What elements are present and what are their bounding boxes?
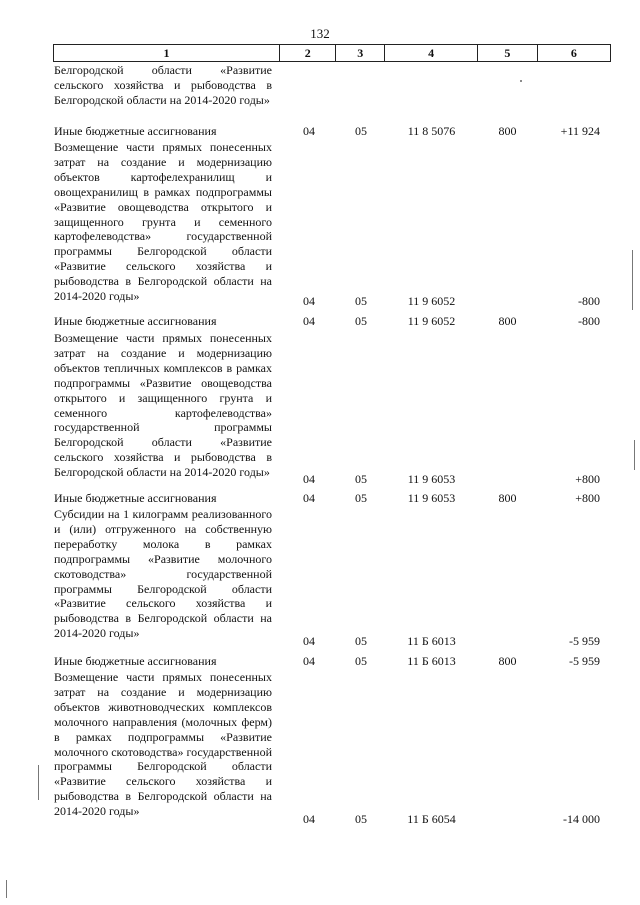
row-subsection: 05 [355,294,367,308]
row-section: 04 [303,634,315,648]
row-subsection: 05 [355,491,367,505]
row-target-item: 11 9 6053 [407,472,456,486]
row-description: Возмещение части прямых понесенных затрат на создание и модернизацию объектов животноводческих комплексов молочного направления (молочных ферм) в рамках подпрограммы «Развитие молочного скотоводства» государственной программы Белгородской области «Развитие сельского хозяйства и рыбоводства в Белгородской области на 2014-2020 годы» [54,670,272,819]
header-col-2: 2 [279,45,336,61]
row-amount: -800 [578,294,600,308]
row-target-item: 11 8 5076 [407,124,456,138]
row-subsection: 05 [355,654,367,668]
row-section: 04 [303,314,315,328]
row-description: Иные бюджетные ассигнования [54,491,217,505]
row-amount: -800 [578,314,600,328]
row-section: 04 [303,294,315,308]
row-description: Возмещение части прямых понесенных затрат на создание и модернизацию объектов картофелехранилищ и овощехранилищ в рамках подпрограммы «Развитие овощеводства открытого и защищенного грунта и семенного картофелеводства» государственной программы Белгородской области «Развитие сельского хозяйства и рыбоводства в Белгородской области на 2014-2020 годы» [54,140,272,304]
row-description: Иные бюджетные ассигнования [54,314,217,328]
header-col-6: 6 [537,45,610,61]
row-amount: +11 924 [560,124,600,138]
scan-speck [520,80,522,82]
row-subsection: 05 [355,472,367,486]
row-amount: +800 [575,472,600,486]
row-amount: -5 959 [569,634,600,648]
row-expense-type: 800 [498,124,517,138]
row-section: 04 [303,124,315,138]
row-description: Возмещение части прямых понесенных затрат на создание и модернизацию объектов тепличных комплексов в рамках подпрограммы «Развитие овощеводства открытого и защищенного грунта и семенного картофелеводства» государственной программы Белгородской области «Развитие сельского хозяйства и рыбоводства в Белгородской области на 2014-2020 годы» [54,331,272,480]
row-target-item: 11 Б 6013 [407,654,456,668]
row-target-item: 11 9 6052 [407,294,456,308]
scan-edge-mark [632,250,633,310]
header-col-3: 3 [335,45,384,61]
row-section: 04 [303,491,315,505]
header-col-4: 4 [384,45,477,61]
row-target-item: 11 9 6053 [407,491,456,505]
row-subsection: 05 [355,314,367,328]
row-amount: -14 000 [563,812,600,826]
row-subsection: 05 [355,634,367,648]
row-target-item: 11 Б 6013 [407,634,456,648]
row-description: Иные бюджетные ассигнования [54,124,217,138]
scan-margin-mark [6,880,7,898]
row-subsection: 05 [355,812,367,826]
row-target-item: 11 9 6052 [407,314,456,328]
scan-edge-mark [634,440,635,470]
row-amount: -5 959 [569,654,600,668]
page-number: 132 [310,26,330,41]
header-col-5: 5 [477,45,536,61]
row-description: Субсидии на 1 килограмм реализованного и (или) отгруженного на собственную переработку молока в рамках подпрограммы «Развитие молочного скотоводства» государственной программы Белгородской области «Развитие сельского хозяйства и рыбоводства в Белгородской области на 2014-2020 годы» [54,507,272,641]
row-subsection: 05 [355,124,367,138]
row-section: 04 [303,472,315,486]
row-target-item: 11 Б 6054 [407,812,456,826]
row-expense-type: 800 [498,491,517,505]
row-expense-type: 800 [498,314,517,328]
row-section: 04 [303,812,315,826]
row-section: 04 [303,654,315,668]
row-description: Иные бюджетные ассигнования [54,654,217,668]
row-amount: +800 [575,491,600,505]
row-expense-type: 800 [498,654,517,668]
scan-margin-mark [38,765,39,800]
header-col-1: 1 [163,45,170,60]
row-description: Белгородской области «Развитие сельского хозяйства и рыбоводства в Белгородской области на 2014-2020 годы» [54,63,272,107]
